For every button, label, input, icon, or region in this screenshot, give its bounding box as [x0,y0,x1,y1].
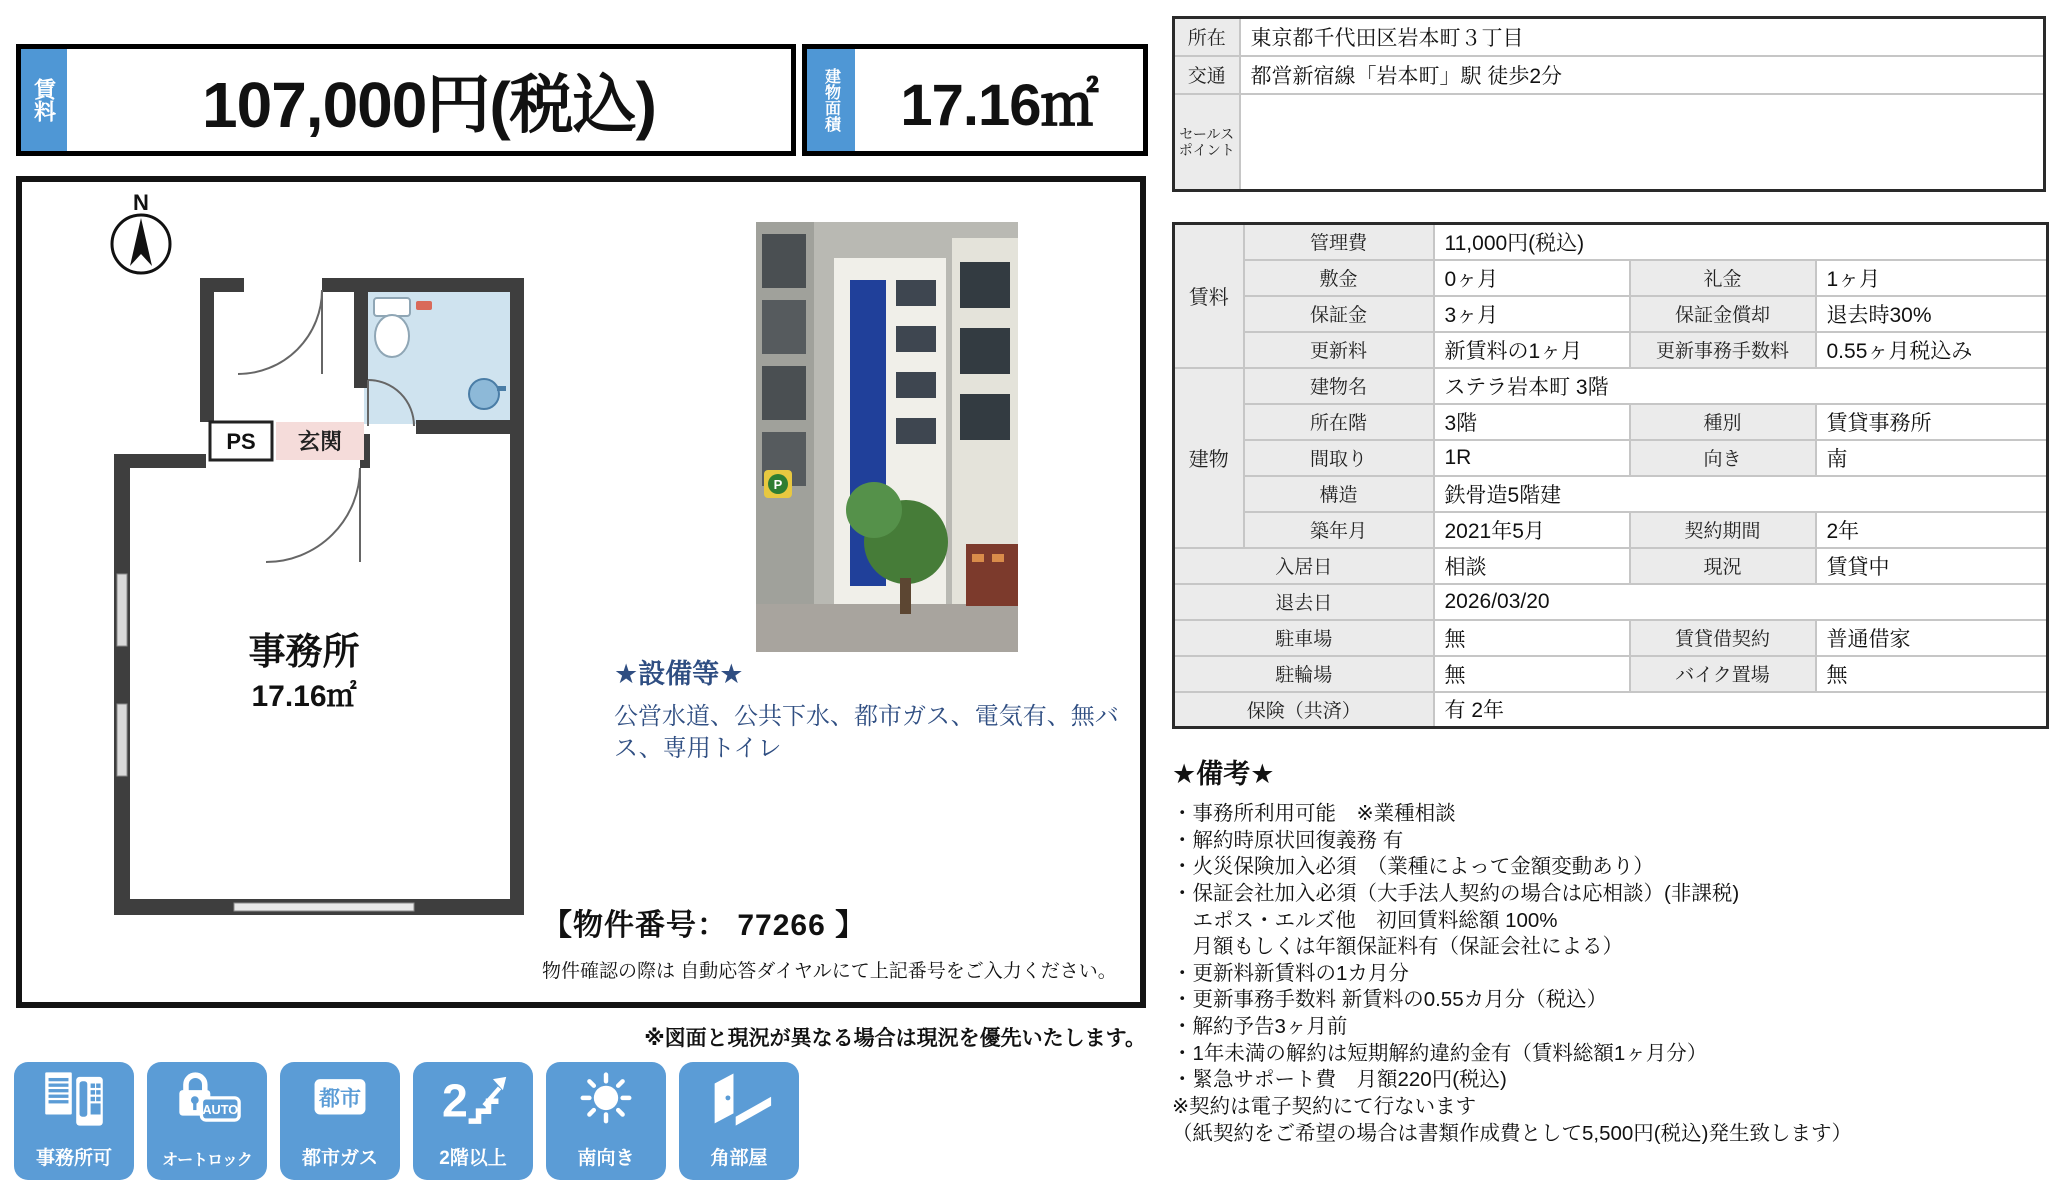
floor-value: 3階 [1434,404,1630,440]
status-label: 現況 [1630,548,1816,584]
remark-line: ・更新料新賃料の1カ月分 [1172,961,1409,985]
equipment-note [614,652,1166,766]
property-number-block [542,900,1138,983]
stairs-icon [413,1068,533,1130]
lease-type-label: 賃貸借契約 [1630,620,1816,656]
property-number-note: 物件確認の際は 自動応答ダイヤルにて上記番号をご入力ください。 [542,961,1117,982]
entrance-label: 玄関 [297,429,343,454]
tile-label: 2階以上 [439,1148,507,1169]
office-phone-icon [14,1068,134,1130]
location-value: 東京都千代田区岩本町３丁目 [1240,18,2045,56]
tile-label: 南向き [577,1148,635,1169]
status-value: 賃貸中 [1816,548,2048,584]
city-gas-icon [280,1068,400,1130]
tile-second-floor-up [413,1062,533,1180]
svg-text:P: P [773,477,783,492]
structure-value: 鉄骨造5階建 [1434,476,2048,512]
key-money-value: 1ヶ月 [1816,260,2048,296]
layout-value: 1R [1434,440,1630,476]
bicycle-value: 無 [1434,656,1630,692]
facing-label: 向き [1630,440,1816,476]
tile-city-gas [280,1062,400,1180]
remark-line: ・保証会社加入必須（大手法人契約の場合は応相談）(非課税) [1172,881,1740,905]
auto-lock-icon [147,1068,267,1130]
building-photo [756,222,1018,652]
floorplan-drawing [114,274,539,929]
sales-point-label: セールスポイント [1174,94,1240,191]
svg-text:AUTO: AUTO [202,1101,239,1117]
motorbike-value: 無 [1816,656,2048,692]
renewal-admin-label: 更新事務手数料 [1630,332,1816,368]
tile-south-facing [546,1062,666,1180]
layout-label: 間取り [1244,440,1434,476]
remark-line: ・更新事務手数料 新賃料の0.55カ月分（税込） [1172,988,1608,1012]
building-name-value: ステラ岩本町 3階 [1434,368,2048,404]
sales-point-value [1240,94,2045,191]
property-number: 【物件番号： 77266 】 [542,909,867,942]
remark-line: 月額もしくは年額保証料有（保証会社による） [1172,935,1623,959]
svg-text:2: 2 [442,1074,468,1127]
rent-banner-label: 賃料 [21,49,67,151]
floor-label: 所在階 [1244,404,1434,440]
location-table [1172,16,2046,192]
svg-text:都市: 都市 [318,1087,362,1111]
built-date-label: 築年月 [1244,512,1434,548]
remarks-title: ★備考★ [1172,759,1275,789]
compass-icon [106,190,176,280]
remark-line: エポス・エルズ他 初回賃料総額 100% [1172,908,1558,932]
renewal-fee-value: 新賃料の1ヶ月 [1434,332,1630,368]
tile-label: オートロック [162,1152,252,1169]
access-label: 交通 [1174,56,1240,94]
room-area-label: 17.16㎡ [251,680,357,713]
renewal-fee-label: 更新料 [1244,332,1434,368]
equipment-body: 公営水道、公共下水、都市ガス、電気有、無バス、専用トイレ [614,703,1119,763]
type-label: 種別 [1630,404,1816,440]
area-banner-value: 17.16㎡ [900,73,1098,138]
tile-label: 事務所可 [35,1148,112,1169]
guarantee-deposit-value: 3ヶ月 [1434,296,1630,332]
remark-line: ・解約時原状回復義務 有 [1172,828,1404,852]
group-building: 建物 [1174,368,1244,548]
remark-line: ・事務所利用可能 ※業種相談 [1172,802,1456,825]
location-label: 所在 [1174,18,1240,56]
details-table [1172,222,2049,729]
remark-line: ※契約は電子契約にて行ないます [1172,1095,1477,1119]
lease-type-value: 普通借家 [1816,620,2048,656]
remark-line: ・火災保険加入必須 （業種によって金額変動あり） [1172,855,1654,879]
ps-label: PS [226,429,256,454]
group-rent: 賃料 [1174,224,1244,368]
key-money-label: 礼金 [1630,260,1816,296]
area-banner [802,44,1148,156]
remark-line: ・解約予告3ヶ月前 [1172,1015,1348,1039]
tile-corner-room [679,1062,799,1180]
insurance-value: 有 2年 [1434,692,2048,728]
compass-n-label: N [133,190,149,215]
floorplan-panel [16,176,1146,1008]
plan-disclaimer: ※図面と現況が異なる場合は現況を優先いたします。 [644,1027,1146,1050]
move-in-value: 相談 [1434,548,1630,584]
amortization-value: 退去時30% [1816,296,2048,332]
room-label: 事務所 [248,631,360,672]
remark-line: ・緊急サポート費 月額220円(税込) [1172,1068,1507,1092]
tile-label: 角部屋 [710,1148,768,1169]
parking-value: 無 [1434,620,1630,656]
remarks-section [1172,752,2052,1147]
remark-line: （紙契約をご希望の場合は書類作成費として5,500円(税込)発生致します） [1172,1121,1852,1145]
bicycle-label: 駐輪場 [1174,656,1434,692]
building-name-label: 建物名 [1244,368,1434,404]
tile-office-allowed [14,1062,134,1180]
contract-term-label: 契約期間 [1630,512,1816,548]
facing-value: 南 [1816,440,2048,476]
equipment-title: ★設備等★ [614,659,744,689]
parking-label: 駐車場 [1174,620,1434,656]
rent-banner [16,44,796,156]
vacate-date-value: 2026/03/20 [1434,584,2048,620]
motorbike-label: バイク置場 [1630,656,1816,692]
renewal-admin-value: 0.55ヶ月税込み [1816,332,2048,368]
contract-term-value: 2年 [1816,512,2048,548]
type-value: 賃貸事務所 [1816,404,2048,440]
move-in-label: 入居日 [1174,548,1434,584]
maintenance-fee-label: 管理費 [1244,224,1434,260]
sun-icon [546,1068,666,1130]
structure-label: 構造 [1244,476,1434,512]
insurance-label: 保険（共済） [1174,692,1434,728]
corner-door-icon [679,1068,799,1130]
deposit-value: 0ヶ月 [1434,260,1630,296]
remark-line: ・1年未満の解約は短期解約違約金有（賃料総額1ヶ月分） [1172,1041,1708,1065]
built-date-value: 2021年5月 [1434,512,1630,548]
area-banner-label: 建物面積 [807,49,855,151]
maintenance-fee-value: 11,000円(税込) [1434,224,2048,260]
deposit-label: 敷金 [1244,260,1434,296]
access-value: 都営新宿線「岩本町」駅 徒歩2分 [1240,56,2045,94]
amortization-label: 保証金償却 [1630,296,1816,332]
guarantee-deposit-label: 保証金 [1244,296,1434,332]
tile-auto-lock [147,1062,267,1180]
rent-banner-value: 107,000円(税込) [202,69,656,141]
tile-label: 都市ガス [301,1148,378,1169]
vacate-date-label: 退去日 [1174,584,1434,620]
